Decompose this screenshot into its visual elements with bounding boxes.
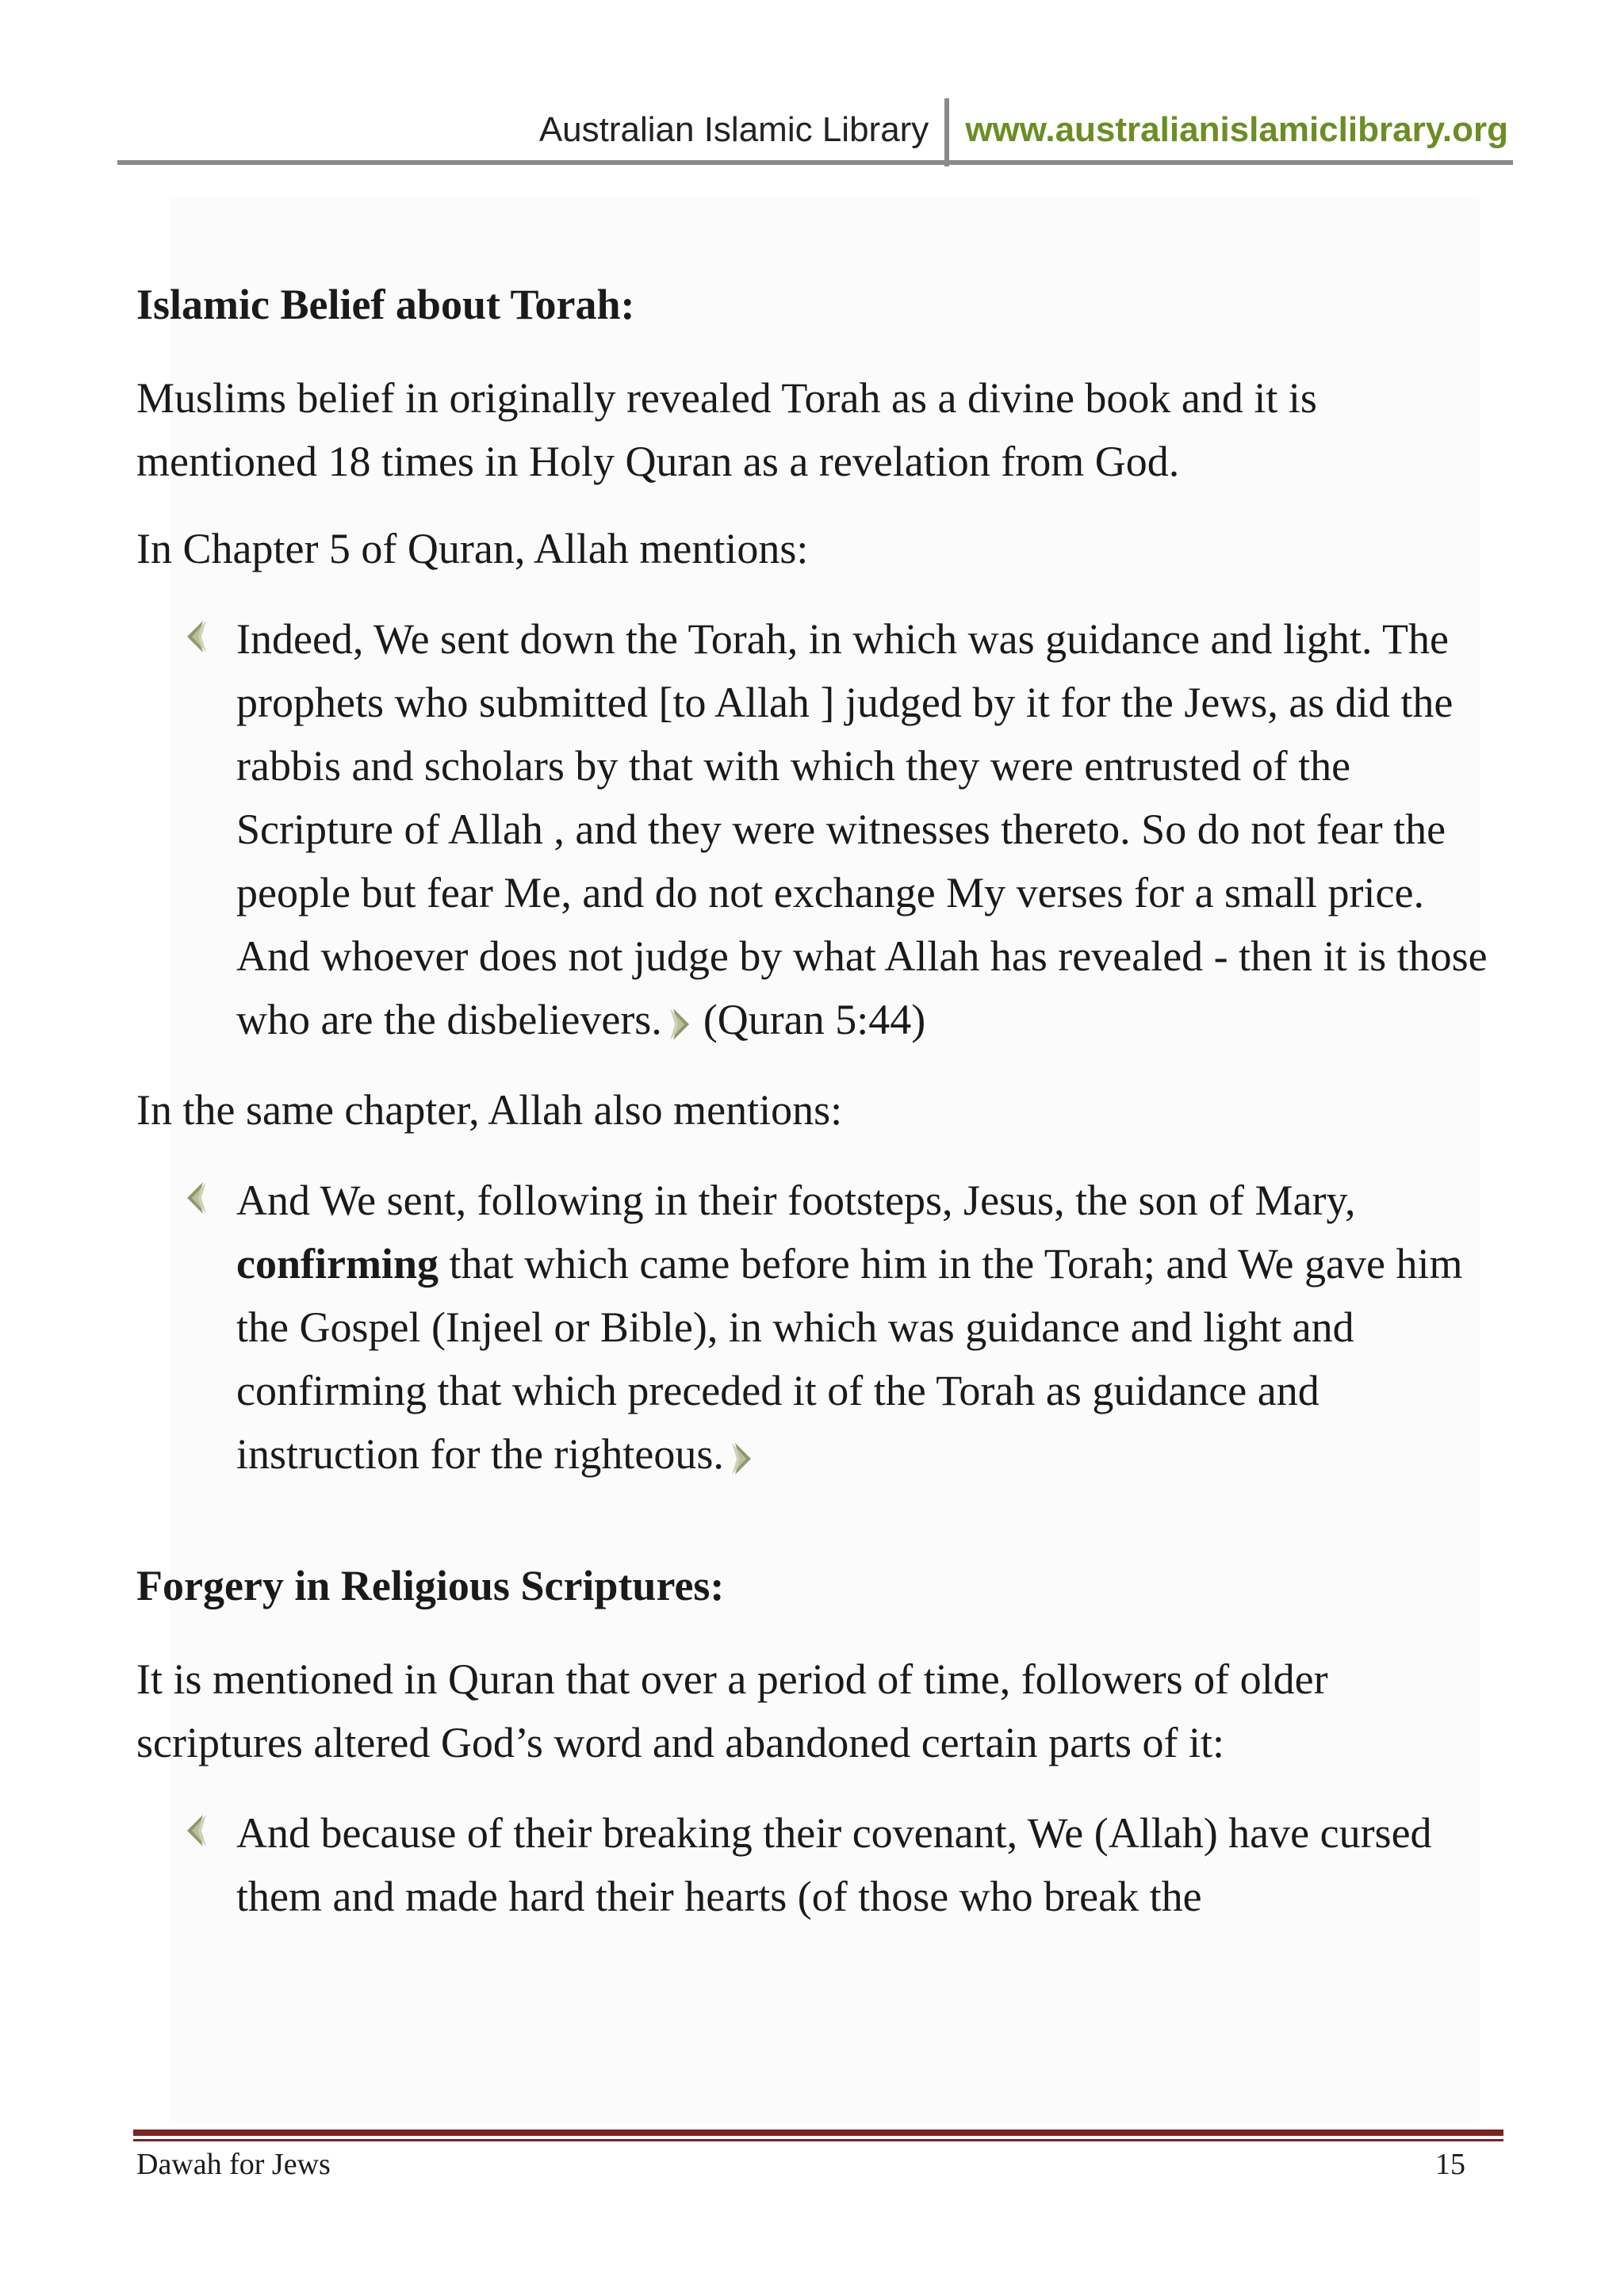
- quote-close-icon: [668, 1006, 694, 1043]
- section-heading-forgery: Forgery in Religious Scriptures:: [136, 1562, 725, 1609]
- footer-document-title: Dawah for Jews: [136, 2148, 331, 2181]
- page-header: [539, 101, 1508, 159]
- quote-open-icon: [182, 1812, 208, 1849]
- paragraph-chapter5: In Chapter 5 of Quran, Allah mentions:: [136, 525, 809, 572]
- quote-jesus-text-b: that which came before him in the Torah; and We gave him the Gospel (Injeel or Bible), in which was guidance and light and confirming that which preceded it of the Torah as guidance and instruction for the righteous.: [236, 1240, 1463, 1478]
- footer-page-number: 15: [1435, 2148, 1465, 2181]
- quote-jesus: [136, 1169, 1500, 1486]
- page-content: [136, 273, 1500, 1928]
- paragraph-same-chapter: In the same chapter, Allah also mentions:: [136, 1086, 843, 1134]
- header-library-name: Australian Islamic Library: [538, 110, 929, 149]
- footer-rule-thin: [133, 2139, 1503, 2141]
- quote-5-44-text: Indeed, We sent down the Torah, in which was guidance and light. The prophets who submitted [to Allah ] judged by it for the Jews, as did the rabbis and scholars by that with which they were entrusted of the Scripture of Allah , and they were witnesses thereto. So do not fear the people but fear Me, and do not exchange My verses for a small price. And whoever does not judge by what Allah has revealed - then it is those who are the disbelievers.: [236, 615, 1488, 1043]
- quote-covenant-text: And because of their breaking their covenant, We (Allah) have cursed them and made hard their hearts (of those who break the: [236, 1809, 1432, 1920]
- paragraph-belief: Muslims belief in originally revealed Torah as a divine book and it is mentioned 18 times in Holy Quran as a revelation from God.: [136, 374, 1317, 485]
- quote-close-icon: [730, 1441, 756, 1477]
- quote-jesus-bold: confirming: [236, 1240, 439, 1288]
- footer-rule-thick: [133, 2130, 1503, 2136]
- quote-jesus-text-a: And We sent, following in their footsteps, Jesus, the son of Mary,: [236, 1177, 1356, 1224]
- quote-5-44: [136, 607, 1500, 1051]
- quote-open-icon: [182, 618, 208, 655]
- quote-covenant: [136, 1801, 1500, 1928]
- header-url-link[interactable]: www.australianislamiclibrary.org: [965, 110, 1508, 149]
- quote-5-44-reference: (Quran 5:44): [703, 996, 926, 1043]
- quote-open-icon: [182, 1180, 208, 1216]
- header-rule: [117, 160, 1513, 165]
- paragraph-forgery: It is mentioned in Quran that over a period of time, followers of older scriptures altered God’s word and abandoned certain parts of it:: [136, 1655, 1328, 1766]
- section-heading-torah: Islamic Belief about Torah:: [136, 281, 635, 328]
